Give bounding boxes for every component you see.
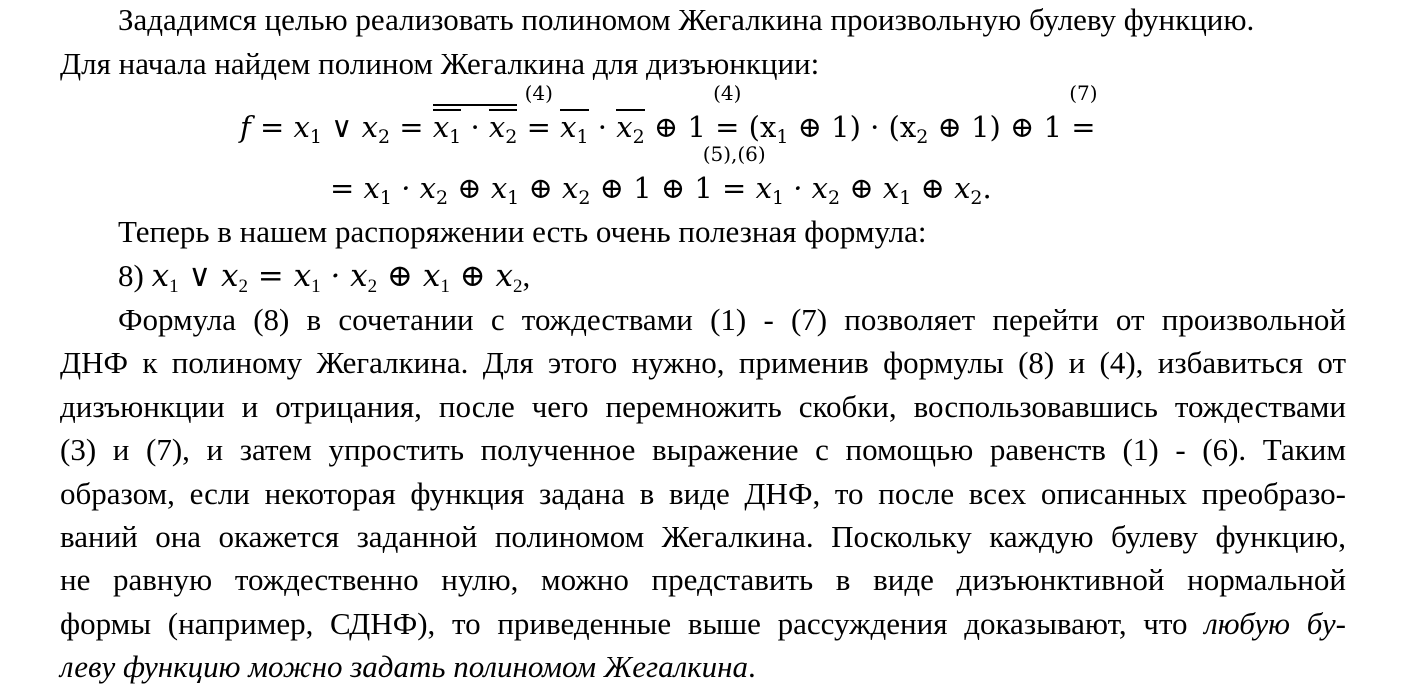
math-term: (x	[748, 110, 777, 144]
paragraph-line: Зададимся целью реализовать полиномом Жегалкина произвольную булеву функцию.	[118, 2, 1255, 37]
math-symbol: =	[722, 171, 747, 205]
math-term: x	[755, 171, 772, 205]
formula-number: 8)	[118, 258, 152, 293]
math-symbol: ·	[597, 110, 608, 144]
emphasis-text: любую бу-	[1204, 606, 1346, 641]
math-symbol: =	[526, 110, 551, 144]
math-term: ⊕ x	[920, 171, 971, 205]
emphasis-text: леву функцию можно задать полиномом Жегалкина	[60, 649, 748, 684]
paragraph-line: Формула (8) в сочетании с тождествами (1) - (7) позволяет перейти от произвольной	[118, 302, 1346, 337]
math-term: ⊕ x	[457, 171, 508, 205]
equation-reference: (7)	[1069, 81, 1098, 105]
math-symbol: =	[715, 110, 740, 144]
math-subscript: 2	[505, 126, 518, 148]
math-term: · x	[401, 171, 436, 205]
labeled-equals	[1069, 81, 1098, 147]
math-term: ⊕ 1 ⊕ 1	[599, 171, 713, 205]
math-symbol: ·	[470, 110, 480, 144]
math-subscript: 2	[970, 187, 983, 209]
math-subscript: 2	[916, 126, 929, 148]
paragraph-line	[60, 649, 1346, 685]
labeled-equals	[713, 81, 742, 147]
formula-8	[118, 258, 1346, 297]
math-term: ⊕ x	[377, 258, 441, 294]
paragraph-line: образом, если некоторая функция задана в виде ДНФ, то после всех описанных преобразо-	[60, 476, 1346, 511]
math-subscript: 2	[367, 276, 378, 297]
math-subscript: 1	[379, 187, 392, 209]
negation	[488, 109, 518, 148]
math-subscript: 2	[828, 187, 841, 209]
negation	[432, 109, 462, 148]
math-symbol: ⊕	[653, 110, 679, 144]
math-variable: x	[432, 110, 450, 144]
math-symbol: f	[240, 110, 251, 144]
math-term: · x	[793, 171, 829, 205]
paragraph-line: не равную тождественно нулю, можно представить в виде дизъюнктивной нормальной	[60, 562, 1346, 597]
math-term: · x	[320, 258, 368, 294]
math-number: 1	[687, 110, 706, 144]
math-symbol: =	[399, 110, 424, 144]
math-term: x	[151, 258, 170, 294]
formula-row-2	[330, 142, 992, 209]
math-subscript: 1	[440, 276, 450, 297]
math-variable: x	[616, 110, 633, 144]
math-subscript: 2	[377, 126, 391, 148]
equation-reference: (4)	[524, 81, 553, 105]
math-variable: x	[488, 110, 506, 144]
math-subscript: 2	[632, 126, 645, 148]
math-subscript: 1	[449, 126, 462, 148]
math-term: ∨ x	[178, 258, 239, 294]
paragraph-line: дизъюнкции и отрицания, после чего перемножить скобки, воспользовавшись тождествами	[60, 389, 1346, 424]
math-variable: x	[560, 110, 577, 144]
math-symbol: ,	[522, 258, 531, 293]
math-subscript: 1	[576, 126, 589, 148]
math-subscript: 1	[311, 276, 321, 297]
paragraph-line: ДНФ к полиному Жегалкина. Для этого нужно, применив формулы (8) и (4), избавиться от	[60, 345, 1346, 380]
math-term: ⊕ 1) ⊕ 1	[937, 110, 1063, 144]
paragraph-line: Для начала найдем полином Жегалкина для дизъюнкции:	[60, 46, 820, 81]
math-term: = x	[247, 258, 312, 294]
math-symbol: =	[1071, 110, 1096, 144]
text-run: .	[747, 649, 756, 684]
math-term: ⊕ x	[849, 171, 900, 205]
math-subscript: 1	[309, 126, 322, 148]
math-term: = x	[330, 171, 380, 205]
math-symbol: =	[259, 110, 285, 144]
math-subscript: 2	[578, 187, 591, 209]
math-variable: x	[361, 110, 378, 144]
equation-reference: (5),(6)	[702, 142, 766, 166]
formula-row-1	[240, 81, 1098, 148]
math-group	[748, 110, 1063, 148]
math-subscript: 1	[507, 187, 520, 209]
equation-reference: (4)	[713, 81, 742, 105]
math-subscript: 1	[776, 126, 789, 148]
math-subscript: 1	[169, 276, 179, 297]
paragraph-line: (3) и (7), и затем упростить полученное выражение с помощью равенств (1) - (6). Таким	[60, 432, 1346, 467]
paragraph-line: Теперь в нашем распоряжении есть очень полезная формула:	[118, 214, 927, 249]
math-term: ⊕ x	[528, 171, 579, 205]
math-variable: x	[293, 110, 310, 144]
negation	[560, 109, 589, 148]
paragraph-line: ваний она окажется заданной полиномом Жегалкина. Поскольку каждую булеву функцию,	[60, 519, 1346, 554]
math-symbol: ∨	[331, 110, 353, 144]
math-term: ⊕ x	[449, 258, 514, 294]
math-subscript: 1	[771, 187, 785, 209]
math-subscript: 2	[238, 276, 248, 297]
math-subscript: 2	[435, 187, 449, 209]
math-symbol: .	[982, 171, 992, 205]
double-negation	[432, 104, 518, 148]
paragraph-line	[60, 606, 1346, 642]
labeled-equals	[702, 142, 766, 208]
text-run: формы (например, СДНФ), то приведенные выше рассуждения доказывают, что	[60, 606, 1205, 641]
math-subscript: 1	[899, 187, 912, 209]
math-subscript: 2	[513, 276, 523, 297]
labeled-equals	[524, 81, 553, 147]
math-term: ⊕ 1) · (x	[797, 110, 917, 144]
negation	[616, 109, 645, 148]
